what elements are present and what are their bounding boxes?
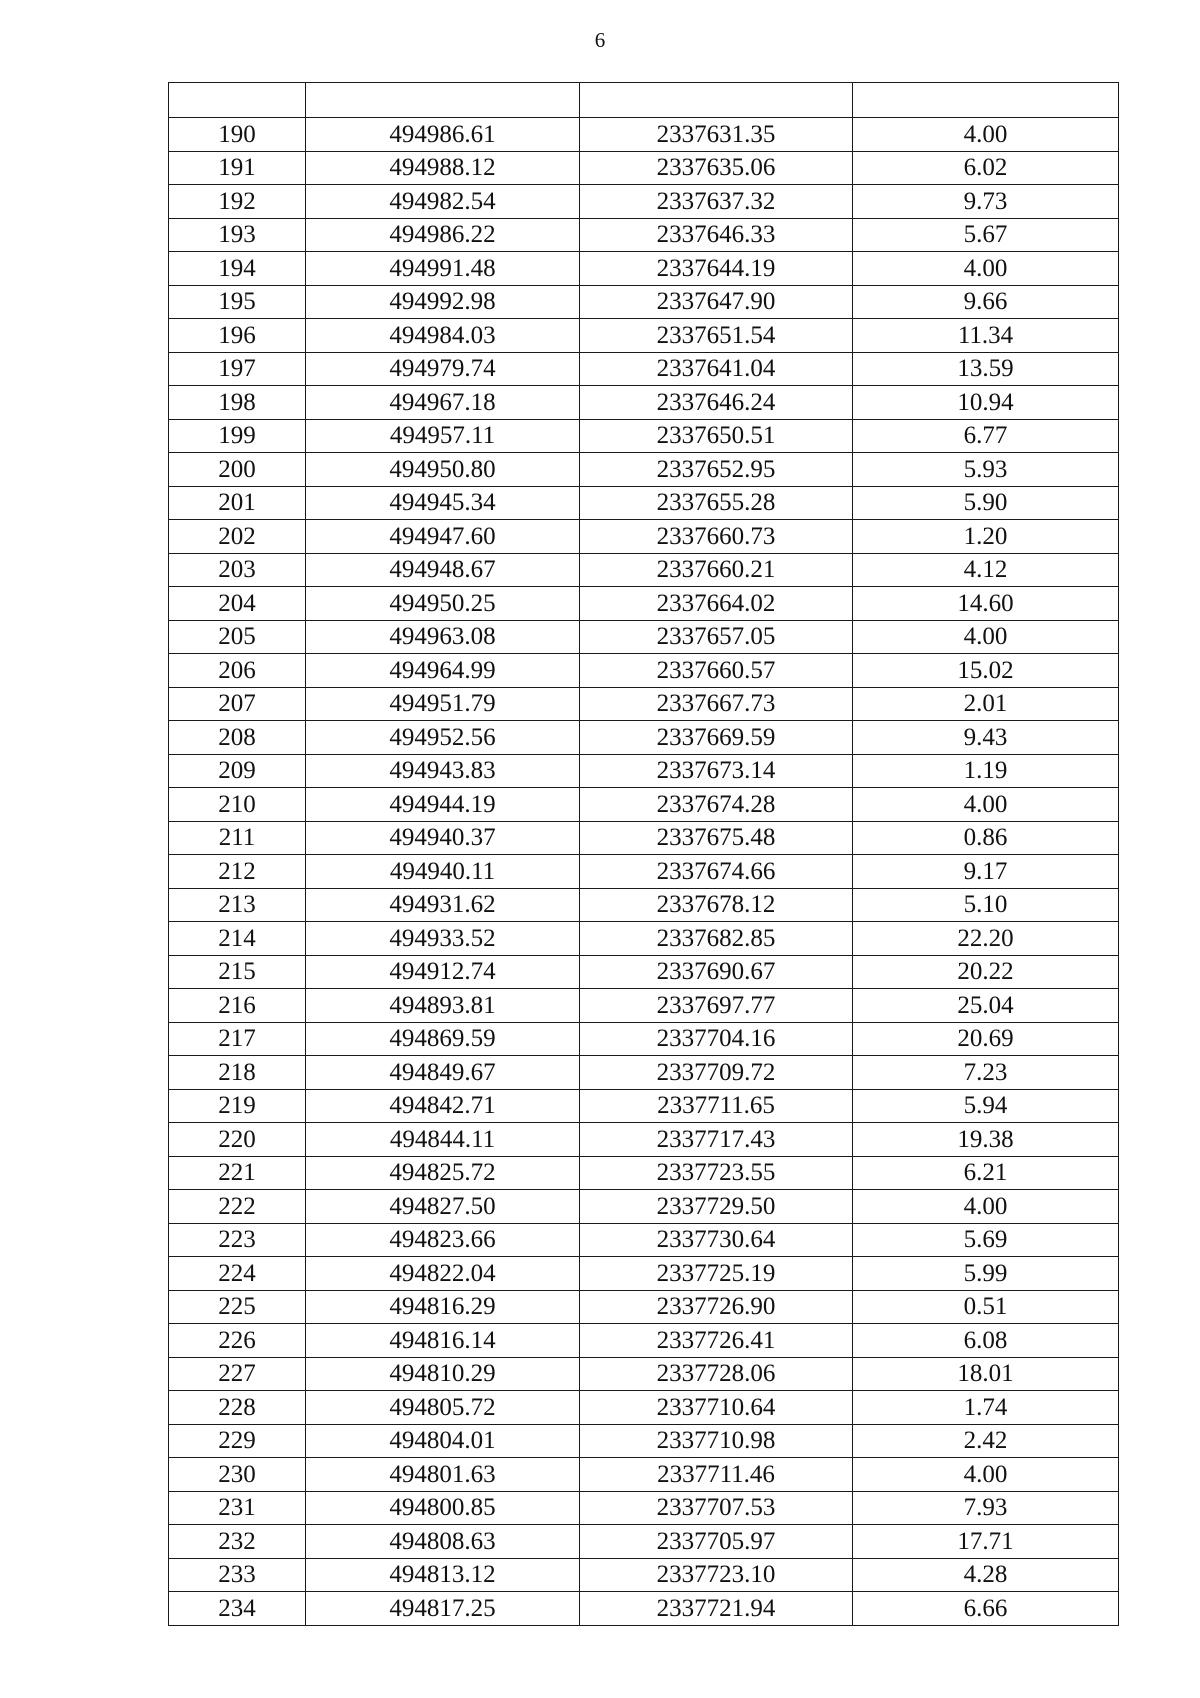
point-number-cell: 202 [169,520,306,554]
header-cell [306,83,580,118]
y-coordinate-cell: 2337652.95 [580,453,853,487]
point-number-cell: 224 [169,1257,306,1291]
y-coordinate-cell: 2337721.94 [580,1592,853,1626]
table-row [169,319,1119,353]
point-number-cell: 206 [169,654,306,688]
distance-cell: 5.93 [853,453,1119,487]
y-coordinate-cell: 2337711.46 [580,1458,853,1492]
x-coordinate-cell: 494940.37 [306,821,580,855]
point-number-cell: 204 [169,587,306,621]
table-row [169,855,1119,889]
x-coordinate-cell: 494986.22 [306,218,580,252]
table-row [169,922,1119,956]
y-coordinate-cell: 2337730.64 [580,1223,853,1257]
table-row [169,754,1119,788]
point-number-cell: 201 [169,486,306,520]
distance-cell: 1.19 [853,754,1119,788]
x-coordinate-cell: 494810.29 [306,1357,580,1391]
point-number-cell: 227 [169,1357,306,1391]
x-coordinate-cell: 494945.34 [306,486,580,520]
distance-cell: 7.23 [853,1056,1119,1090]
distance-cell: 1.20 [853,520,1119,554]
x-coordinate-cell: 494967.18 [306,386,580,420]
x-coordinate-cell: 494893.81 [306,989,580,1023]
y-coordinate-cell: 2337655.28 [580,486,853,520]
distance-cell: 6.77 [853,419,1119,453]
y-coordinate-cell: 2337667.73 [580,687,853,721]
y-coordinate-cell: 2337726.90 [580,1290,853,1324]
header-cell [853,83,1119,118]
point-number-cell: 212 [169,855,306,889]
distance-cell: 13.59 [853,352,1119,386]
point-number-cell: 211 [169,821,306,855]
table-row [169,1123,1119,1157]
table-row [169,486,1119,520]
table-row [169,687,1119,721]
distance-cell: 4.00 [853,1458,1119,1492]
x-coordinate-cell: 494849.67 [306,1056,580,1090]
y-coordinate-cell: 2337707.53 [580,1491,853,1525]
table-row [169,1190,1119,1224]
y-coordinate-cell: 2337678.12 [580,888,853,922]
distance-cell: 4.00 [853,1190,1119,1224]
table-row [169,989,1119,1023]
distance-cell: 4.00 [853,788,1119,822]
table-row [169,721,1119,755]
table-row [169,386,1119,420]
table-row [169,1391,1119,1425]
y-coordinate-cell: 2337674.28 [580,788,853,822]
distance-cell: 0.51 [853,1290,1119,1324]
table-row [169,218,1119,252]
distance-cell: 0.86 [853,821,1119,855]
distance-cell: 5.99 [853,1257,1119,1291]
point-number-cell: 205 [169,620,306,654]
point-number-cell: 219 [169,1089,306,1123]
x-coordinate-cell: 494963.08 [306,620,580,654]
y-coordinate-cell: 2337675.48 [580,821,853,855]
point-number-cell: 199 [169,419,306,453]
distance-cell: 7.93 [853,1491,1119,1525]
distance-cell: 4.12 [853,553,1119,587]
table-row [169,788,1119,822]
point-number-cell: 220 [169,1123,306,1157]
x-coordinate-cell: 494817.25 [306,1592,580,1626]
point-number-cell: 218 [169,1056,306,1090]
x-coordinate-cell: 494800.85 [306,1491,580,1525]
x-coordinate-cell: 494952.56 [306,721,580,755]
distance-cell: 4.28 [853,1558,1119,1592]
x-coordinate-cell: 494827.50 [306,1190,580,1224]
x-coordinate-cell: 494816.14 [306,1324,580,1358]
y-coordinate-cell: 2337660.21 [580,553,853,587]
point-number-cell: 222 [169,1190,306,1224]
point-number-cell: 231 [169,1491,306,1525]
y-coordinate-cell: 2337725.19 [580,1257,853,1291]
table-row [169,118,1119,152]
point-number-cell: 196 [169,319,306,353]
distance-cell: 18.01 [853,1357,1119,1391]
table-row [169,1324,1119,1358]
point-number-cell: 225 [169,1290,306,1324]
table-row [169,1257,1119,1291]
table-row [169,587,1119,621]
distance-cell: 1.74 [853,1391,1119,1425]
distance-cell: 19.38 [853,1123,1119,1157]
distance-cell: 22.20 [853,922,1119,956]
distance-cell: 5.69 [853,1223,1119,1257]
point-number-cell: 200 [169,453,306,487]
y-coordinate-cell: 2337710.98 [580,1424,853,1458]
distance-cell: 9.43 [853,721,1119,755]
table-row [169,1558,1119,1592]
distance-cell: 5.94 [853,1089,1119,1123]
x-coordinate-cell: 494979.74 [306,352,580,386]
x-coordinate-cell: 494991.48 [306,252,580,286]
table-row [169,419,1119,453]
point-number-cell: 190 [169,118,306,152]
y-coordinate-cell: 2337729.50 [580,1190,853,1224]
x-coordinate-cell: 494950.25 [306,587,580,621]
distance-cell: 5.90 [853,486,1119,520]
x-coordinate-cell: 494948.67 [306,553,580,587]
distance-cell: 15.02 [853,654,1119,688]
x-coordinate-cell: 494805.72 [306,1391,580,1425]
point-number-cell: 207 [169,687,306,721]
distance-cell: 4.00 [853,620,1119,654]
point-number-cell: 193 [169,218,306,252]
distance-cell: 6.66 [853,1592,1119,1626]
point-number-cell: 232 [169,1525,306,1559]
table-row [169,1022,1119,1056]
header-cell [580,83,853,118]
table-row [169,553,1119,587]
table-row [169,1357,1119,1391]
x-coordinate-cell: 494982.54 [306,185,580,219]
x-coordinate-cell: 494988.12 [306,151,580,185]
x-coordinate-cell: 494823.66 [306,1223,580,1257]
x-coordinate-cell: 494808.63 [306,1525,580,1559]
point-number-cell: 216 [169,989,306,1023]
table-header-row [169,83,1119,118]
x-coordinate-cell: 494842.71 [306,1089,580,1123]
table-row [169,520,1119,554]
y-coordinate-cell: 2337657.05 [580,620,853,654]
distance-cell: 9.73 [853,185,1119,219]
table-row [169,1424,1119,1458]
y-coordinate-cell: 2337644.19 [580,252,853,286]
table-row [169,888,1119,922]
y-coordinate-cell: 2337641.04 [580,352,853,386]
y-coordinate-cell: 2337726.41 [580,1324,853,1358]
y-coordinate-cell: 2337647.90 [580,285,853,319]
x-coordinate-cell: 494933.52 [306,922,580,956]
x-coordinate-cell: 494816.29 [306,1290,580,1324]
table-row [169,620,1119,654]
y-coordinate-cell: 2337646.33 [580,218,853,252]
table-row [169,955,1119,989]
y-coordinate-cell: 2337673.14 [580,754,853,788]
x-coordinate-cell: 494940.11 [306,855,580,889]
distance-cell: 11.34 [853,319,1119,353]
table-row [169,1491,1119,1525]
table-row [169,1223,1119,1257]
table-row [169,1156,1119,1190]
point-number-cell: 228 [169,1391,306,1425]
point-number-cell: 215 [169,955,306,989]
point-number-cell: 214 [169,922,306,956]
point-number-cell: 203 [169,553,306,587]
y-coordinate-cell: 2337631.35 [580,118,853,152]
point-number-cell: 234 [169,1592,306,1626]
distance-cell: 6.21 [853,1156,1119,1190]
point-number-cell: 191 [169,151,306,185]
point-number-cell: 210 [169,788,306,822]
distance-cell: 20.69 [853,1022,1119,1056]
table-row [169,1525,1119,1559]
y-coordinate-cell: 2337650.51 [580,419,853,453]
point-number-cell: 192 [169,185,306,219]
point-number-cell: 223 [169,1223,306,1257]
distance-cell: 4.00 [853,252,1119,286]
table-row [169,352,1119,386]
point-number-cell: 209 [169,754,306,788]
y-coordinate-cell: 2337660.73 [580,520,853,554]
y-coordinate-cell: 2337651.54 [580,319,853,353]
x-coordinate-cell: 494801.63 [306,1458,580,1492]
distance-cell: 9.17 [853,855,1119,889]
point-number-cell: 213 [169,888,306,922]
table-row [169,1592,1119,1626]
distance-cell: 20.22 [853,955,1119,989]
x-coordinate-cell: 494813.12 [306,1558,580,1592]
table-row [169,1056,1119,1090]
point-number-cell: 226 [169,1324,306,1358]
table-row [169,285,1119,319]
point-number-cell: 229 [169,1424,306,1458]
x-coordinate-cell: 494825.72 [306,1156,580,1190]
point-number-cell: 208 [169,721,306,755]
y-coordinate-cell: 2337723.10 [580,1558,853,1592]
distance-cell: 2.01 [853,687,1119,721]
y-coordinate-cell: 2337723.55 [580,1156,853,1190]
y-coordinate-cell: 2337710.64 [580,1391,853,1425]
x-coordinate-cell: 494984.03 [306,319,580,353]
table-row [169,185,1119,219]
distance-cell: 5.10 [853,888,1119,922]
table-row [169,1089,1119,1123]
table-row [169,654,1119,688]
distance-cell: 25.04 [853,989,1119,1023]
distance-cell: 6.08 [853,1324,1119,1358]
distance-cell: 17.71 [853,1525,1119,1559]
distance-cell: 2.42 [853,1424,1119,1458]
y-coordinate-cell: 2337728.06 [580,1357,853,1391]
point-number-cell: 194 [169,252,306,286]
x-coordinate-cell: 494912.74 [306,955,580,989]
y-coordinate-cell: 2337637.32 [580,185,853,219]
y-coordinate-cell: 2337674.66 [580,855,853,889]
x-coordinate-cell: 494844.11 [306,1123,580,1157]
x-coordinate-cell: 494822.04 [306,1257,580,1291]
point-number-cell: 195 [169,285,306,319]
distance-cell: 6.02 [853,151,1119,185]
x-coordinate-cell: 494957.11 [306,419,580,453]
distance-cell: 10.94 [853,386,1119,420]
y-coordinate-cell: 2337690.67 [580,955,853,989]
distance-cell: 9.66 [853,285,1119,319]
table-row [169,453,1119,487]
point-number-cell: 197 [169,352,306,386]
x-coordinate-cell: 494947.60 [306,520,580,554]
x-coordinate-cell: 494986.61 [306,118,580,152]
table-row [169,252,1119,286]
table-row [169,1290,1119,1324]
distance-cell: 4.00 [853,118,1119,152]
table-row [169,821,1119,855]
point-number-cell: 217 [169,1022,306,1056]
point-number-cell: 198 [169,386,306,420]
y-coordinate-cell: 2337705.97 [580,1525,853,1559]
header-cell [169,83,306,118]
x-coordinate-cell: 494951.79 [306,687,580,721]
x-coordinate-cell: 494931.62 [306,888,580,922]
y-coordinate-cell: 2337717.43 [580,1123,853,1157]
table-body [169,83,1119,1626]
point-number-cell: 230 [169,1458,306,1492]
x-coordinate-cell: 494804.01 [306,1424,580,1458]
table-row [169,151,1119,185]
x-coordinate-cell: 494992.98 [306,285,580,319]
distance-cell: 14.60 [853,587,1119,621]
y-coordinate-cell: 2337669.59 [580,721,853,755]
y-coordinate-cell: 2337711.65 [580,1089,853,1123]
x-coordinate-cell: 494944.19 [306,788,580,822]
y-coordinate-cell: 2337660.57 [580,654,853,688]
y-coordinate-cell: 2337635.06 [580,151,853,185]
distance-cell: 5.67 [853,218,1119,252]
point-number-cell: 233 [169,1558,306,1592]
y-coordinate-cell: 2337664.02 [580,587,853,621]
x-coordinate-cell: 494869.59 [306,1022,580,1056]
point-number-cell: 221 [169,1156,306,1190]
coordinates-table [168,82,1119,1626]
y-coordinate-cell: 2337709.72 [580,1056,853,1090]
x-coordinate-cell: 494950.80 [306,453,580,487]
table-row [169,1458,1119,1492]
y-coordinate-cell: 2337704.16 [580,1022,853,1056]
y-coordinate-cell: 2337646.24 [580,386,853,420]
x-coordinate-cell: 494943.83 [306,754,580,788]
y-coordinate-cell: 2337697.77 [580,989,853,1023]
page-number: 6 [594,28,606,52]
y-coordinate-cell: 2337682.85 [580,922,853,956]
x-coordinate-cell: 494964.99 [306,654,580,688]
